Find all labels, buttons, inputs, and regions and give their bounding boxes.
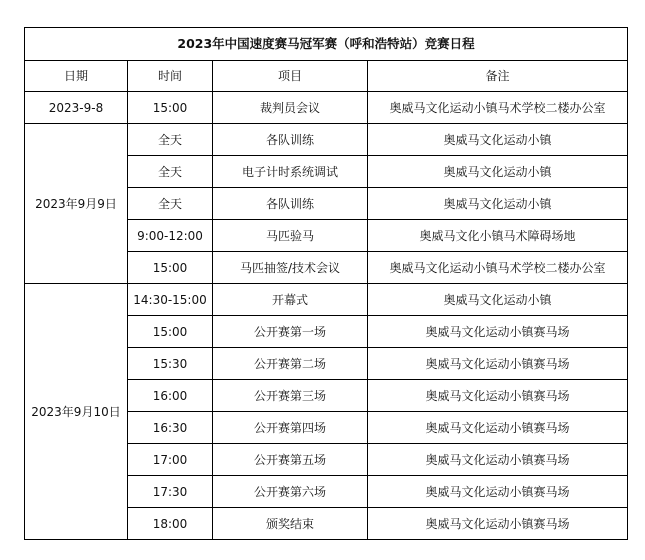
item-cell: 电子计时系统调试 [213,156,368,188]
time-cell: 16:00 [128,380,213,412]
item-cell: 公开赛第三场 [213,380,368,412]
note-cell: 奥威马文化运动小镇赛马场 [368,316,628,348]
title-row [25,28,628,61]
time-cell: 9:00-12:00 [128,220,213,252]
date-cell: 2023-9-8 [25,92,128,124]
note-cell: 奥威马文化运动小镇 [368,124,628,156]
note-cell: 奥威马文化运动小镇赛马场 [368,348,628,380]
note-cell: 奥威马文化运动小镇赛马场 [368,380,628,412]
time-cell: 18:00 [128,508,213,540]
item-cell: 公开赛第二场 [213,348,368,380]
note-cell: 奥威马文化运动小镇马术学校二楼办公室 [368,92,628,124]
note-cell: 奥威马文化运动小镇赛马场 [368,508,628,540]
item-cell: 公开赛第四场 [213,412,368,444]
time-cell: 17:00 [128,444,213,476]
time-cell: 16:30 [128,412,213,444]
note-cell: 奥威马文化运动小镇赛马场 [368,476,628,508]
item-cell: 各队训练 [213,124,368,156]
schedule-body [25,92,628,540]
header-date: 日期 [25,61,128,92]
schedule-row [25,284,628,316]
note-cell: 奥威马文化小镇马术障碍场地 [368,220,628,252]
header-item: 项目 [213,61,368,92]
time-cell: 15:00 [128,92,213,124]
item-cell: 公开赛第六场 [213,476,368,508]
note-cell: 奥威马文化运动小镇 [368,284,628,316]
item-cell: 裁判员会议 [213,92,368,124]
note-cell: 奥威马文化运动小镇 [368,156,628,188]
table-title: 2023年中国速度赛马冠军赛（呼和浩特站）竞赛日程 [25,28,628,61]
date-cell: 2023年9月10日 [25,284,128,540]
item-cell: 马匹验马 [213,220,368,252]
item-cell: 颁奖结束 [213,508,368,540]
note-cell: 奥威马文化运动小镇赛马场 [368,412,628,444]
note-cell: 奥威马文化运动小镇 [368,188,628,220]
item-cell: 马匹抽签/技术会议 [213,252,368,284]
item-cell: 各队训练 [213,188,368,220]
header-row [25,61,628,92]
time-cell: 17:30 [128,476,213,508]
time-cell: 15:00 [128,252,213,284]
time-cell: 全天 [128,156,213,188]
item-cell: 开幕式 [213,284,368,316]
schedule-table [24,27,628,540]
header-time: 时间 [128,61,213,92]
item-cell: 公开赛第一场 [213,316,368,348]
time-cell: 15:30 [128,348,213,380]
time-cell: 全天 [128,124,213,156]
item-cell: 公开赛第五场 [213,444,368,476]
note-cell: 奥威马文化运动小镇赛马场 [368,444,628,476]
schedule-row [25,124,628,156]
note-cell: 奥威马文化运动小镇马术学校二楼办公室 [368,252,628,284]
header-note: 备注 [368,61,628,92]
schedule-row [25,92,628,124]
time-cell: 全天 [128,188,213,220]
date-cell: 2023年9月9日 [25,124,128,284]
time-cell: 14:30-15:00 [128,284,213,316]
time-cell: 15:00 [128,316,213,348]
